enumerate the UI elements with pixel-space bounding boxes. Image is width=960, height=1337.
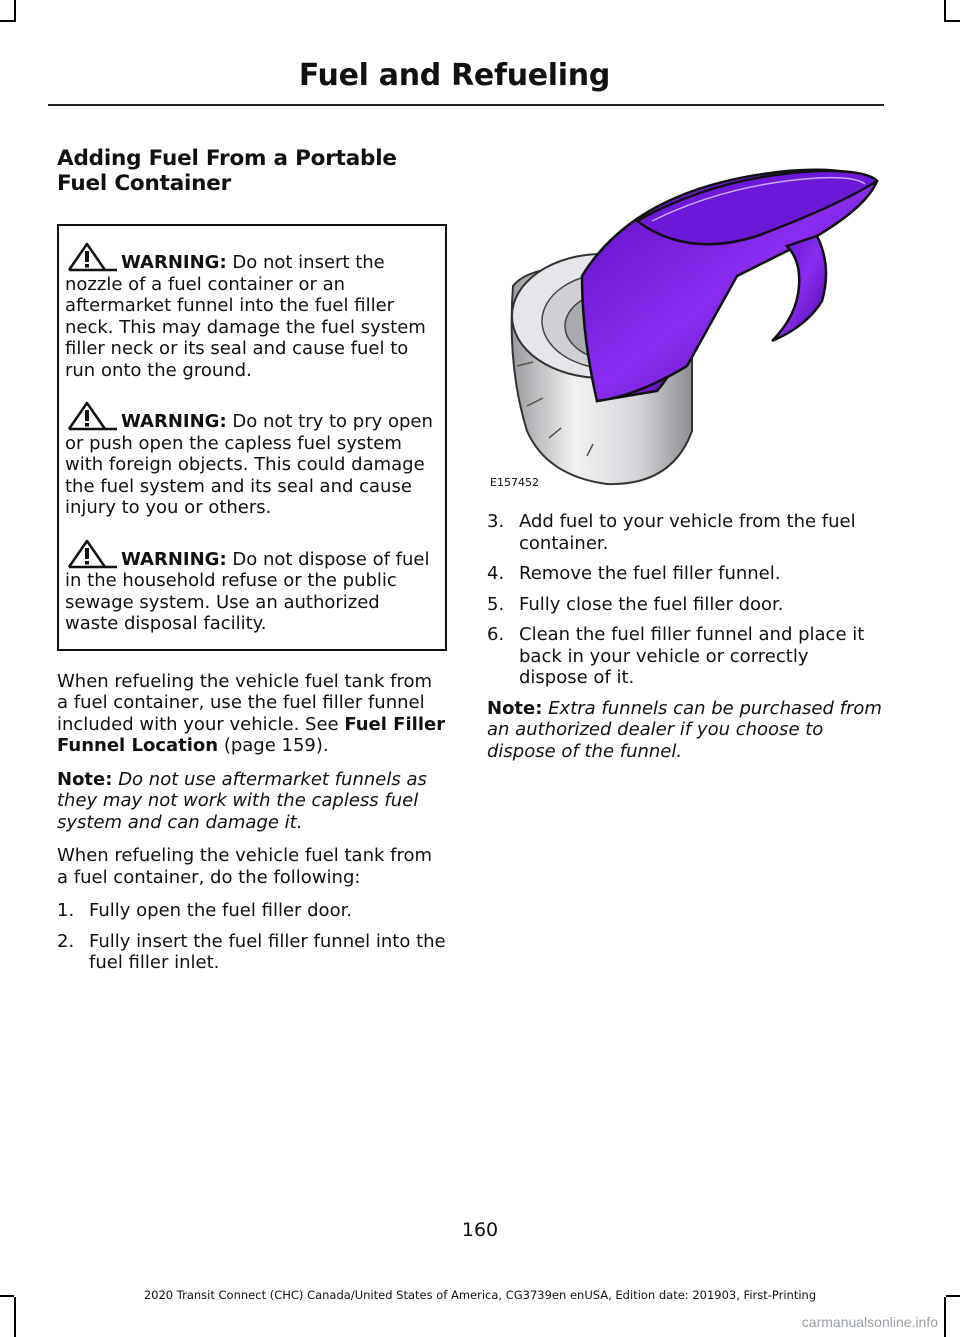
list-item — [487, 563, 882, 585]
warning-triangle-icon — [65, 539, 117, 569]
warning-item — [65, 401, 437, 519]
crop-mark — [14, 0, 16, 22]
instruction-paragraph: When refueling the vehicle fuel tank from a fuel container, do the following: — [57, 845, 433, 888]
step-list — [487, 511, 882, 689]
left-column — [57, 146, 447, 983]
note-text: Do not use aftermarket funnels as they may not work with the capless fuel system and can damage it. — [57, 768, 427, 833]
cross-reference-link[interactable]: Fuel Filler Funnel Location — [57, 713, 446, 756]
watermark: carmanualsonline.info — [801, 1314, 938, 1330]
note-label: Note: — [487, 697, 543, 719]
step-number: 1. — [57, 900, 75, 921]
step-text: Fully open the fuel filler door. — [89, 900, 353, 921]
crop-mark — [944, 0, 946, 22]
step-number: 6. — [487, 624, 505, 645]
note-label: Note: — [57, 768, 113, 790]
paragraph-text: When refueling the vehicle fuel tank from a fuel container, use the fuel filler funnel included with your vehicle. See — [57, 670, 433, 735]
step-text: Clean the fuel filler funnel and place it back in your vehicle or correctly dispose of it. — [519, 624, 865, 688]
page-reference: (page 159). — [218, 735, 329, 756]
note-text: Extra funnels can be purchased from an authorized dealer if you choose to dispose of the funnel. — [487, 697, 882, 762]
warning-item — [65, 242, 437, 381]
crop-mark — [946, 20, 960, 22]
figure-code: E157452 — [490, 476, 539, 489]
funnel-illustration — [487, 166, 882, 491]
right-column — [487, 166, 882, 774]
section-heading: Adding Fuel From a Portable Fuel Container — [57, 146, 397, 196]
header-divider — [48, 104, 884, 106]
step-number: 2. — [57, 930, 75, 952]
warning-label: WARNING: — [121, 411, 227, 432]
step-number: 3. — [487, 511, 505, 532]
step-text: Fully close the fuel filler door. — [519, 593, 784, 615]
step-text: Fully insert the fuel filler funnel into the fuel filler inlet. — [89, 930, 446, 973]
page-title: Fuel and Refueling — [298, 58, 610, 93]
warning-label: WARNING: — [121, 548, 227, 570]
crop-mark — [14, 1297, 16, 1337]
step-text: Remove the fuel filler funnel. — [519, 563, 781, 584]
note — [57, 769, 447, 834]
list-item — [487, 624, 882, 689]
warning-text: Do not try to pry open or push open the capless fuel system with foreign objects. This could damage the fuel system and its seal and cause injury to you or others. — [65, 411, 433, 518]
warning-triangle-icon — [65, 242, 117, 272]
note — [487, 698, 882, 763]
warning-text: Do not dispose of fuel in the household refuse or the public sewage system. Use an authorized waste disposal facility. — [65, 548, 430, 634]
refuel-paragraph — [57, 671, 447, 757]
warning-box — [57, 224, 447, 651]
funnel-in-filler-illustration — [487, 166, 882, 491]
step-list — [57, 900, 447, 974]
footer-text: 2020 Transit Connect (CHC) Canada/United States of America, CG3739en enUSA, Edition date: 201903, First-Printing — [143, 1288, 817, 1302]
step-number: 4. — [487, 563, 505, 584]
page-number: 160 — [461, 1219, 499, 1241]
crop-mark — [0, 20, 14, 22]
list-item — [57, 931, 447, 974]
list-item — [487, 511, 882, 554]
warning-text: Do not insert the nozzle of a fuel container or an aftermarket funnel into the fuel filler neck. This may damage the fuel system filler neck or its seal and cause fuel to run onto the ground. — [65, 252, 426, 381]
list-item — [487, 594, 882, 616]
warning-item — [65, 539, 437, 635]
warning-triangle-icon — [65, 401, 117, 431]
crop-mark — [944, 1297, 946, 1337]
list-item — [57, 900, 447, 922]
step-text: Add fuel to your vehicle from the fuel container. — [519, 511, 856, 554]
warning-label: WARNING: — [121, 252, 227, 273]
step-number: 5. — [487, 593, 505, 615]
